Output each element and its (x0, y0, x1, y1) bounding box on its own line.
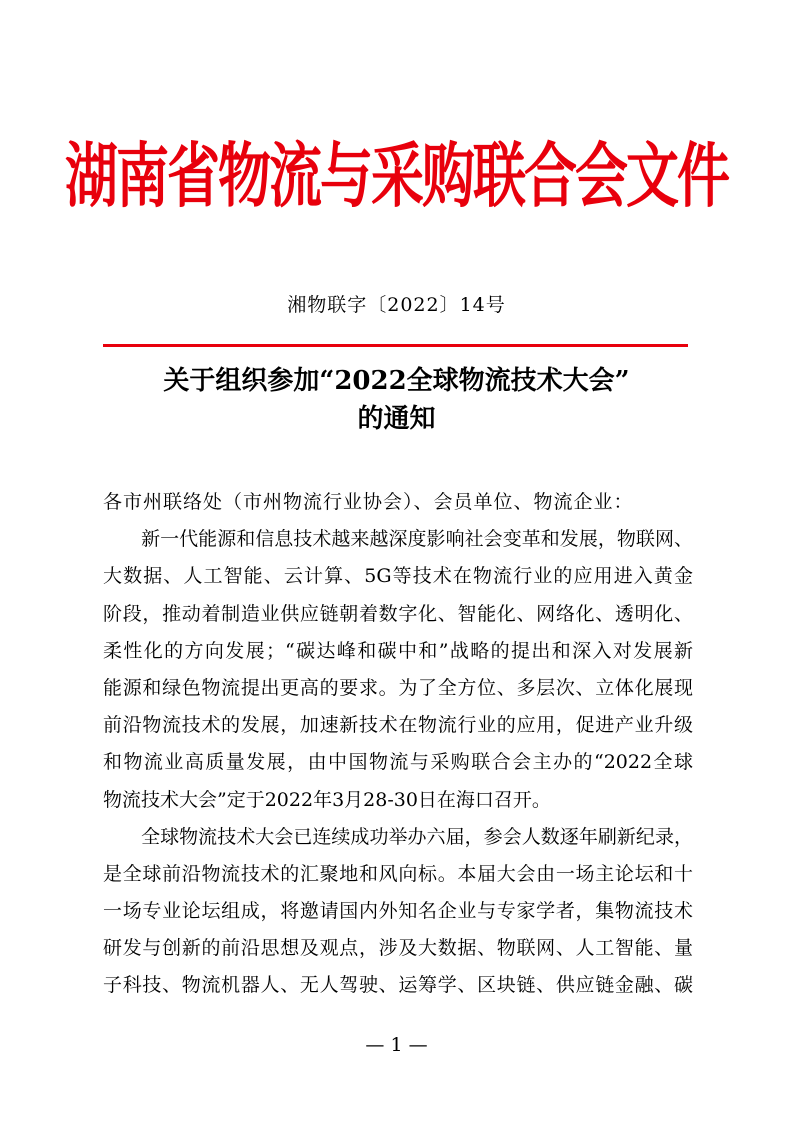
paragraph-line: 和物流业高质量发展，由中国物流与采购联合会主办的“2022全球 (103, 751, 693, 774)
paragraph-line: 全球物流技术大会已连续成功举办六届，参会人数逐年刷新纪录， (103, 825, 693, 848)
paragraph-line: 能源和绿色物流提出更高的要求。为了全方位、多层次、立体化展现 (103, 676, 693, 699)
salutation: 各市州联络处（市州物流行业协会）、会员单位、物流企业： (103, 491, 634, 513)
title-line-1: 关于组织参加“2022全球物流技术大会” (163, 366, 630, 396)
paragraph-line: 物流技术大会”定于2022年3月28-30日在海口召开。 (103, 788, 551, 811)
document-title (0, 362, 793, 438)
paragraph-1 (103, 521, 693, 819)
paragraph-line: 前沿物流技术的发展，加速新技术在物流行业的应用，促进产业升级 (103, 714, 693, 737)
paragraph-line: 阶段，推动着制造业供应链朝着数字化、智能化、网络化、透明化、 (103, 602, 693, 625)
paragraph-line: 子科技、物流机器人、无人驾驶、运筹学、区块链、供应链金融、碳 (103, 974, 693, 997)
paragraph-line: 研发与创新的前沿思想及观点，涉及大数据、物联网、人工智能、量 (103, 937, 693, 960)
paragraph-line: 柔性化的方向发展；“碳达峰和碳中和”战略的提出和深入对发展新 (103, 639, 693, 662)
paragraph-line: 新一代能源和信息技术越来越深度影响社会变革和发展，物联网、 (103, 528, 693, 551)
issuer-title: 湖南省物流与采购联合会文件 (65, 135, 728, 217)
red-divider-line (103, 344, 688, 347)
page-number: — 1 — (365, 1034, 428, 1056)
title-line-2: 的通知 (357, 404, 436, 434)
paragraph-line: 是全球前沿物流技术的汇聚地和风向标。本届大会由一场主论坛和十 (103, 862, 693, 885)
document-body (103, 484, 693, 1005)
document-number: 湘物联字〔2022〕14号 (287, 294, 506, 316)
paragraph-line: 大数据、人工智能、云计算、5G等技术在物流行业的应用进入黄金 (103, 565, 693, 588)
paragraph-2 (103, 819, 693, 1005)
paragraph-line: 一场专业论坛组成，将邀请国内外知名企业与专家学者，集物流技术 (103, 900, 693, 923)
